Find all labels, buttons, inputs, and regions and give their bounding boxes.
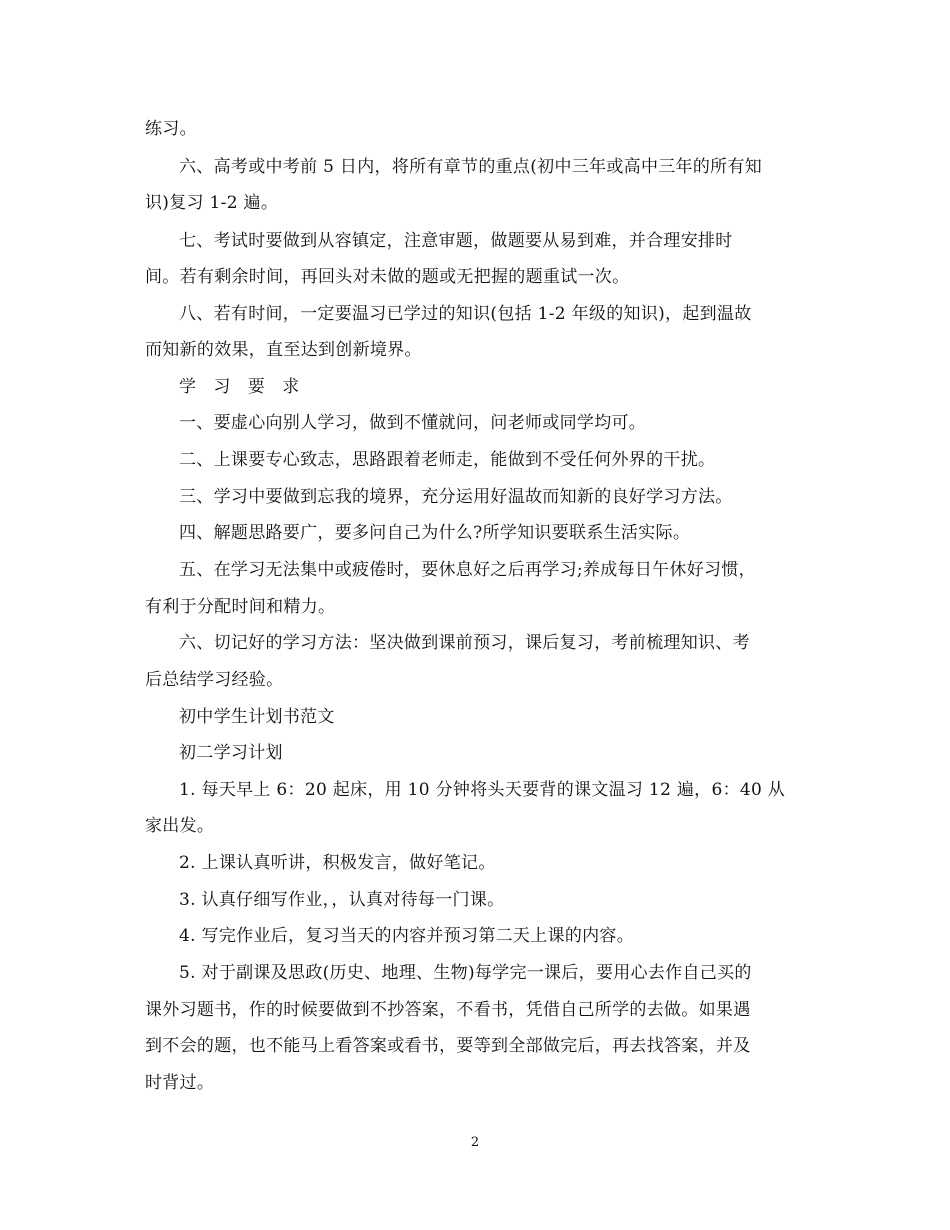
- section-heading: 学 习 要 求: [179, 377, 306, 397]
- text-line: 有利于分配时间和精力。: [145, 597, 336, 617]
- text-line: 课外习题书，作的时候要做到不抄答案，不看书，凭借自己所学的去做。如果遇: [145, 1000, 751, 1020]
- section-heading: 初二学习计划: [179, 743, 283, 763]
- page-number: 2: [470, 1135, 480, 1150]
- text-line: 后总结学习经验。: [145, 670, 284, 690]
- text-line: 间。若有剩余时间，再回头对未做的题或无把握的题重试一次。: [145, 267, 630, 287]
- text-line: 一、要虚心向别人学习，做到不懂就问，问老师或同学均可。: [179, 413, 647, 433]
- text-line: 练习。: [145, 119, 197, 139]
- text-line: 五、在学习无法集中或疲倦时，要休息好之后再学习;养成每日午休好习惯，: [179, 560, 756, 580]
- text-line: 六、切记好的学习方法：坚决做到课前预习，课后复习，考前梳理知识、考: [179, 633, 750, 653]
- text-line: 二、上课要专心致志，思路跟着老师走，能做到不受任何外界的干扰。: [179, 450, 716, 470]
- text-line: 三、学习中要做到忘我的境界，充分运用好温故而知新的良好学习方法。: [179, 487, 733, 507]
- text-line: 七、考试时要做到从容镇定，注意审题，做题要从易到难，并合理安排时: [179, 231, 733, 251]
- section-heading: 初中学生计划书范文: [179, 707, 335, 727]
- text-line: 4. 写完作业后，复习当天的内容并预习第二天上课的内容。: [179, 926, 635, 946]
- text-line: 六、高考或中考前 5 日内，将所有章节的重点(初中三年或高中三年的所有知: [179, 157, 763, 177]
- text-line: 四、解题思路要广，要多问自己为什么?所学知识要联系生活实际。: [179, 523, 691, 543]
- text-line: 2. 上课认真听讲，积极发言，做好笔记。: [179, 853, 496, 873]
- text-line: 3. 认真仔细写作业，，认真对待每一门课。: [179, 890, 505, 910]
- text-line: 家出发。: [145, 816, 215, 836]
- text-line: 而知新的效果，直至达到创新境界。: [145, 340, 422, 360]
- text-line: 时背过。: [145, 1073, 215, 1093]
- text-line: 到不会的题，也不能马上看答案或看书，要等到全部做完后，再去找答案，并及: [145, 1036, 751, 1056]
- text-line: 识)复习 1-2 遍。: [145, 193, 279, 213]
- text-line: 八、若有时间，一定要温习已学过的知识(包括 1-2 年级的知识)，起到温故: [179, 304, 752, 324]
- text-line: 5. 对于副课及思政(历史、地理、生物)每学完一课后，要用心去作自己买的: [179, 963, 752, 983]
- text-line: 1. 每天早上 6：20 起床，用 10 分钟将头天要背的课文温习 12 遍，6：40 从: [179, 780, 786, 800]
